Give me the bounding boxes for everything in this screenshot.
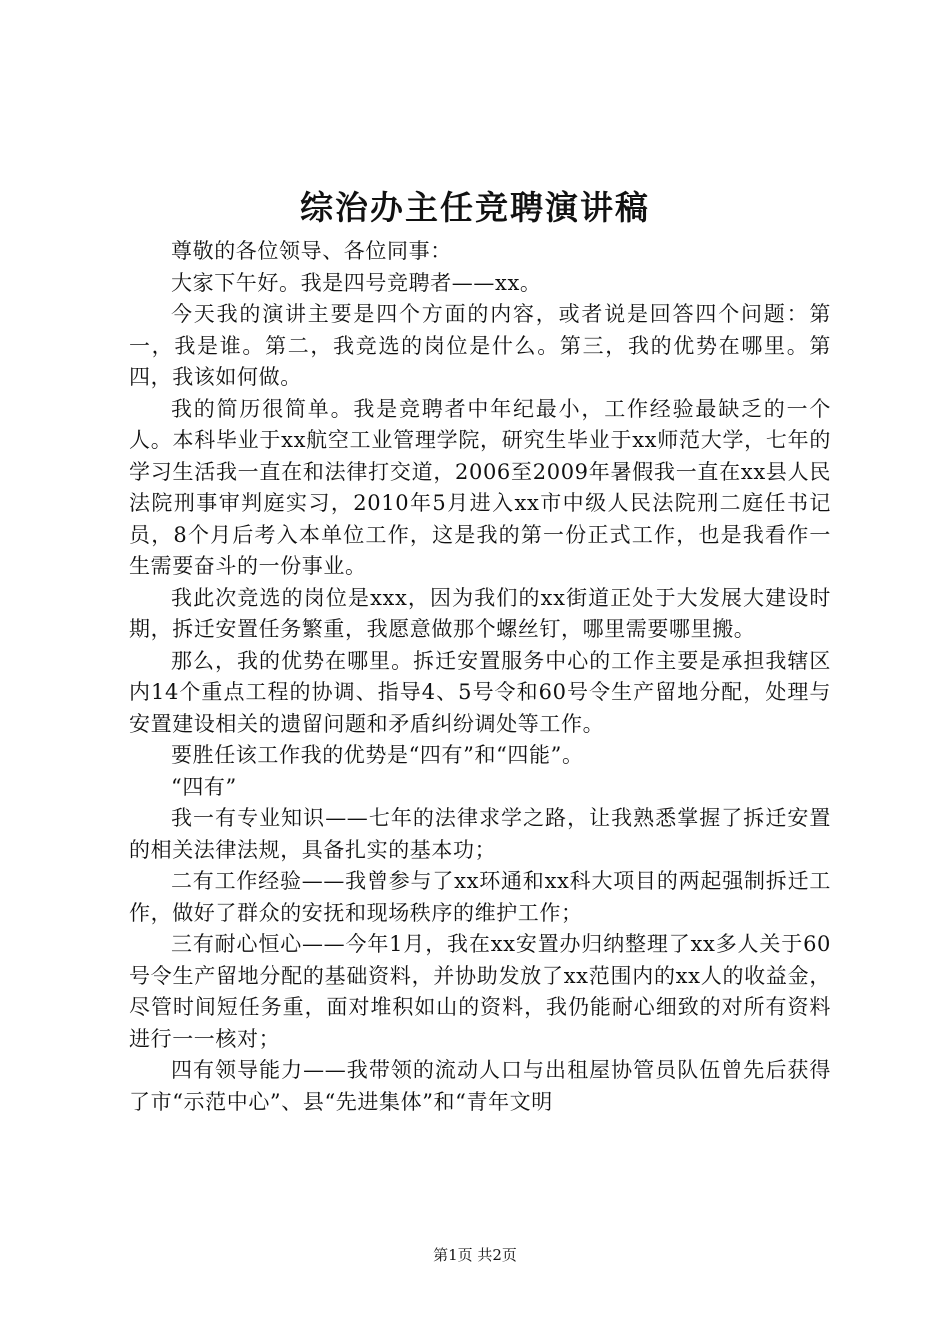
salutation-paragraph: 尊敬的各位领导、各位同事：: [171, 239, 452, 263]
greeting-paragraph: 大家下午好。我是四号竞聘者——xx。: [171, 270, 542, 295]
first-have-paragraph: 我一有专业知识——七年的法律求学之路，让我熟悉掌握了拆迁安置的相关法律法规，具备扎实的基本功；: [129, 806, 831, 862]
position-paragraph: 我此次竞选的岗位是xxx，因为我们的xx街道正处于大发展大建设时期，拆迁安置任务繁重，我愿意做那个螺丝钉，哪里需要哪里搬。: [129, 585, 831, 641]
page-number-footer: 第1页 共2页: [433, 1246, 517, 1264]
third-have-paragraph: 三有耐心恒心——今年1月，我在xx安置办归纳整理了xx多人关于60号令生产留地分配的基础资料，并协助发放了xx范围内的xx人的收益金，尽管时间短任务重，面对堆积如山的资料，我仍能耐心细致的对所有资料进行一一核对；: [129, 932, 831, 1051]
advantage-paragraph: 那么，我的优势在哪里。拆迁安置服务中心的工作主要是承担我辖区内14个重点工程的协调、指导4、5号令和60号令生产留地分配，处理与安置建设相关的遗留问题和矛盾纠纷调处等工作。: [129, 648, 831, 736]
resume-paragraph: 我的简历很简单。我是竞聘者中年纪最小，工作经验最缺乏的一个人。本科毕业于xx航空工业管理学院，研究生毕业于xx师范大学，七年的学习生活我一直在和法律打交道，2006至2009年暑假我一直在xx县人民法院刑事审判庭实习，2010年5月进入xx市中级人民法院刑二庭任书记员，8个月后考入本单位工作，这是我的第一份正式工作，也是我看作一生需要奋斗的一份事业。: [129, 396, 831, 578]
document-title: 综治办主任竞聘演讲稿: [300, 188, 650, 227]
four-haves-four-cans-paragraph: 要胜任该工作我的优势是“四有”和“四能”。: [171, 743, 584, 767]
fourth-have-paragraph: 四有领导能力——我带领的流动人口与出租屋协管员队伍曾先后获得了市“示范中心”、县“先进集体”和“青年文明: [129, 1058, 831, 1114]
document-body: [129, 236, 831, 1118]
second-have-paragraph: 二有工作经验——我曾参与了xx环通和xx科大项目的两起强制拆迁工作，做好了群众的安抚和现场秩序的维护工作；: [129, 869, 831, 925]
intro-paragraph: 今天我的演讲主要是四个方面的内容，或者说是回答四个问题：第一，我是谁。第二，我竞选的岗位是什么。第三，我的优势在哪里。第四，我该如何做。: [129, 302, 831, 389]
four-haves-heading: “四有”: [171, 774, 237, 799]
